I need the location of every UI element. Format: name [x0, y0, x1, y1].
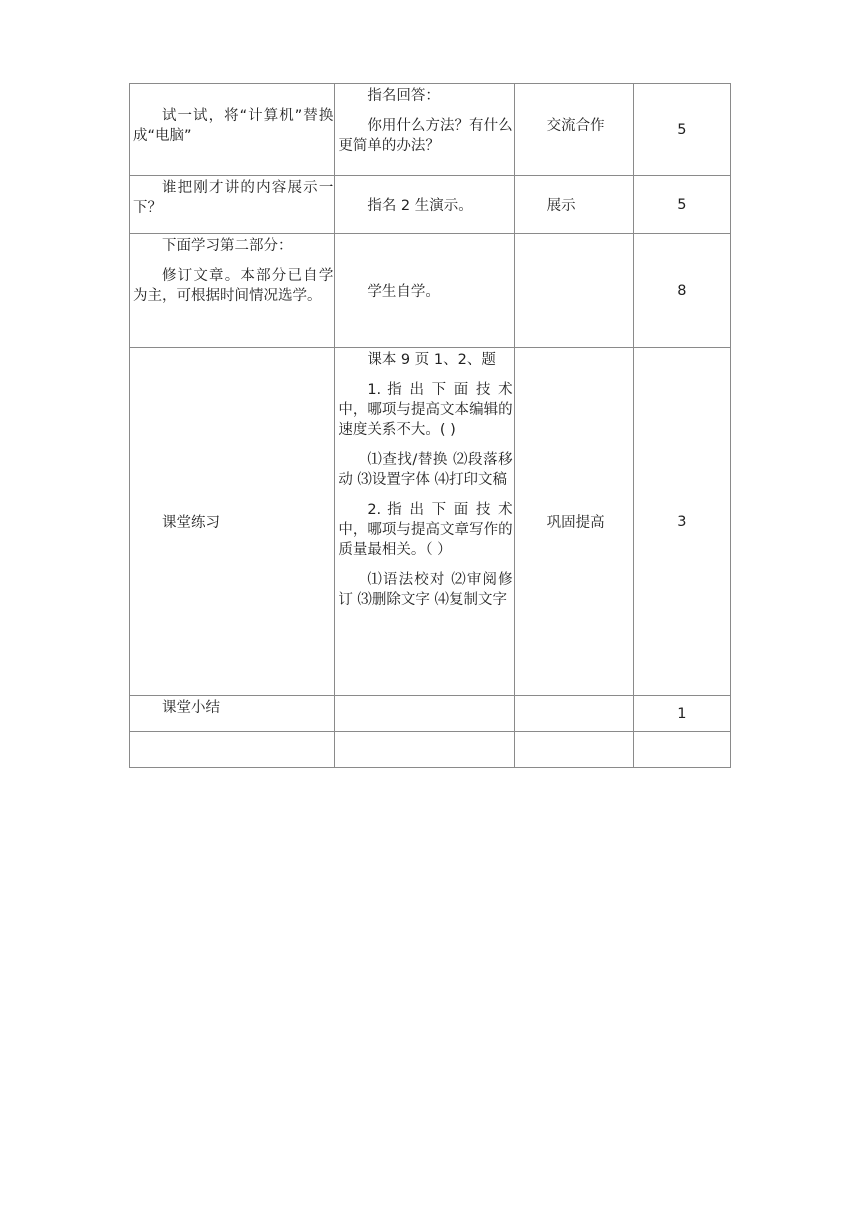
table-row [130, 732, 731, 768]
content-cell [130, 348, 335, 696]
teacher-cell [335, 348, 514, 696]
teacher-text: 学生自学。 [367, 283, 440, 300]
content-cell [130, 84, 335, 176]
purpose-cell [514, 84, 633, 176]
purpose-cell [514, 696, 633, 732]
content-text: 谁把刚才讲的内容展示一下？ [133, 180, 334, 216]
teacher-text: 你用什么方法？有什么更简单的办法？ [338, 118, 513, 154]
content-cell [130, 176, 335, 234]
teacher-text: 2. 指 出 下 面 技 术 中，哪项与提高文章写作的质量最相关。（ ） [338, 502, 513, 558]
purpose-text: 交流合作 [546, 118, 605, 134]
purpose-text: 巩固提高 [546, 514, 605, 531]
content-text: 课堂小结 [162, 700, 220, 716]
content-text: 试一试，将“计算机”替换成“电脑” [133, 108, 334, 144]
minutes-cell: 5 [633, 84, 730, 176]
minutes-cell: 3 [633, 348, 730, 696]
teacher-cell [335, 696, 514, 732]
minutes-cell: 1 [633, 696, 730, 732]
table-row [130, 696, 731, 732]
purpose-cell [514, 732, 633, 768]
teacher-text: 指名回答： [367, 88, 440, 104]
teacher-cell [335, 84, 514, 176]
teacher-cell [335, 176, 514, 234]
content-text: 修订文章。本部分已自学为主，可根据时间情况选学。 [133, 268, 334, 304]
teacher-text: ⑴语法校对 ⑵审阅修订 ⑶删除文字 ⑷复制文字 [338, 572, 513, 608]
content-cell [130, 732, 335, 768]
teacher-cell [335, 234, 514, 348]
content-text: 课堂练习 [162, 514, 220, 531]
purpose-cell [514, 176, 633, 234]
table-row [130, 234, 731, 348]
teacher-cell [335, 732, 514, 768]
content-cell [130, 234, 335, 348]
minutes-cell: 5 [633, 176, 730, 234]
minutes-cell [633, 732, 730, 768]
lesson-plan-table [129, 83, 731, 768]
table-row [130, 176, 731, 234]
minutes-cell: 8 [633, 234, 730, 348]
teacher-text: 1. 指 出 下 面 技 术 中，哪项与提高文本编辑的速度关系不大。( ) [338, 382, 513, 438]
purpose-text: 展示 [546, 197, 576, 214]
content-text: 下面学习第二部分： [162, 238, 293, 254]
purpose-cell [514, 348, 633, 696]
teacher-text: 课本 9 页 1、2、题 [367, 352, 496, 368]
teacher-text: 指名 2 生演示。 [367, 197, 473, 214]
table-row [130, 348, 731, 696]
purpose-cell [514, 234, 633, 348]
teacher-text: ⑴查找/替换 ⑵段落移动 ⑶设置字体 ⑷打印文稿 [338, 452, 513, 488]
content-cell [130, 696, 335, 732]
table-row [130, 84, 731, 176]
